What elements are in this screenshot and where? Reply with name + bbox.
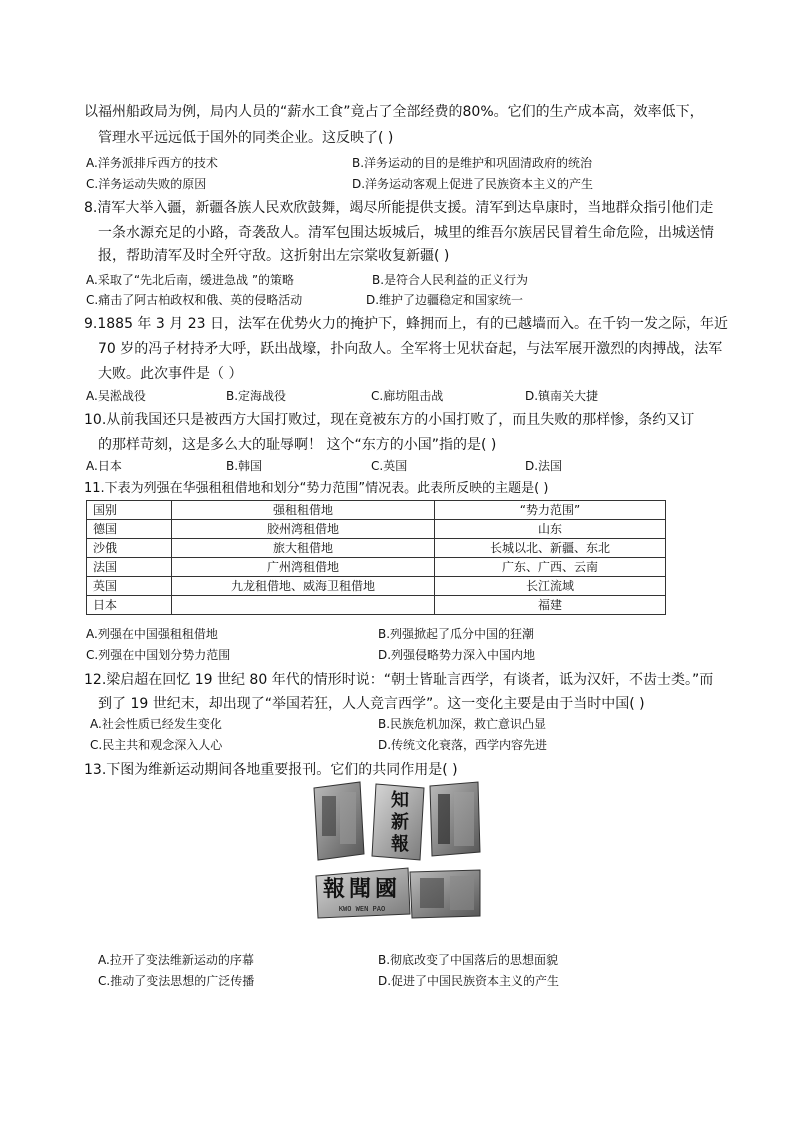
q13-line1: 13.下图为维新运动期间各地重要报刊。它们的共同作用是( )	[84, 762, 458, 778]
table-cell: 福建	[435, 596, 666, 615]
q13-option-d: D.促进了中国民族资本主义的产生	[378, 974, 560, 988]
q8-line3: 报，帮助清军及时全歼守敌。这折射出左宗棠收复新疆( )	[98, 248, 450, 264]
q8-line1: 8.清军大举入疆，新疆各族人民欢欣鼓舞，竭尽所能提供支援。清军到达阜康时，当地群众指引他们走	[84, 200, 714, 216]
table-row	[87, 577, 666, 596]
q8-option-b: B.是符合人民利益的正义行为	[372, 273, 529, 287]
q9-line2: 70 岁的冯子材持矛大呼，跃出战壕，扑向敌人。全军将士见状奋起，与法军展开激烈的肉搏战，法军	[98, 341, 723, 357]
q12-line1: 12.梁启超在回忆 19 世纪 80 年代的情形时说：“朝士皆耻言西学，有谈者，诋为汉奸，不齿士类。”而	[84, 672, 714, 688]
table-cell: 胶州湾租借地	[172, 520, 435, 539]
q8-option-c: C.痛击了阿古柏政权和俄、英的侵略活动	[86, 293, 303, 307]
table-header-cell: “势力范围”	[435, 501, 666, 520]
newspaper-zhixinbao	[372, 784, 424, 860]
table-row	[87, 539, 666, 558]
q11-option-a: A.列强在中国强租租借地	[86, 627, 218, 641]
q8-option-d: D.维护了边疆稳定和国家统一	[366, 293, 524, 307]
q10-option-b: B.韩国	[226, 459, 263, 473]
table-cell: 沙俄	[87, 539, 172, 558]
q9-option-a: A.吴淞战役	[86, 389, 146, 403]
newspaper2-title: 報聞國	[322, 876, 402, 902]
q9-option-d: D.镇南关大捷	[525, 389, 599, 403]
table-cell: 旅大租借地	[172, 539, 435, 558]
newspaper-bottom-right	[410, 870, 480, 918]
q10-option-a: A.日本	[86, 459, 122, 473]
newspaper1-char3: 報	[391, 834, 409, 855]
table-header-cell: 强租租借地	[172, 501, 435, 520]
table-cell: 九龙租借地、威海卫租借地	[172, 577, 435, 596]
table-row	[87, 558, 666, 577]
table-cell: 法国	[87, 558, 172, 577]
q10-option-d: D.法国	[525, 459, 563, 473]
q11-option-c: C.列强在中国划分势力范围	[86, 648, 231, 662]
q12-line2: 到了 19 世纪末，却出现了“举国若狂，人人竞言西学”。这一变化主要是由于当时中国( )	[98, 696, 645, 712]
q13-option-c: C.推动了变法思想的广泛传播	[98, 974, 255, 988]
q7-option-b: B.洋务运动的目的是维护和巩固清政府的统治	[352, 156, 593, 170]
q11-line1: 11.下表为列强在华强租租借地和划分“势力范围”情况表。此表所反映的主题是( )	[84, 481, 549, 496]
q7-line2: 管理水平远远低于国外的同类企业。这反映了( )	[98, 130, 394, 146]
q12-option-d: D.传统文化衰落，西学内容先进	[378, 738, 548, 752]
table-cell: 英国	[87, 577, 172, 596]
table-cell: 山东	[435, 520, 666, 539]
q7-line1: 以福州船政局为例，局内人员的“薪水工食”竟占了全部经费的80%。它们的生产成本高，效率低下，	[84, 104, 704, 120]
table-cell: 日本	[87, 596, 172, 615]
rent-table	[86, 500, 666, 615]
table-cell: 长江流域	[435, 577, 666, 596]
q11-option-d: D.列强侵略势力深入中国内地	[378, 648, 536, 662]
table-row	[87, 520, 666, 539]
newspaper1-char2: 新	[391, 812, 409, 833]
q7-option-c: C.洋务运动失败的原因	[86, 177, 207, 191]
newspapers-photo	[312, 780, 482, 920]
q12-option-c: C.民主共和观念深入人心	[90, 738, 223, 752]
q9-line1: 9.1885 年 3 月 23 日，法军在优势火力的掩护下，蜂拥而上，有的已越墙而入。在千钧一发之际，年近	[84, 316, 728, 332]
q9-line3: 大败。此次事件是（ ）	[98, 366, 243, 382]
newspaper-right	[430, 782, 480, 856]
table-cell: 长城以北、新疆、东北	[435, 539, 666, 558]
q8-option-a: A.采取了“先北后南，缓进急战 ”的策略	[86, 273, 295, 287]
table-header-cell: 国别	[87, 501, 172, 520]
q12-option-a: A.社会性质已经发生变化	[90, 717, 222, 731]
q10-line1: 10.从前我国还只是被西方大国打败过，现在竟被东方的小国打败了，而且失败的那样惨，条约又订	[84, 412, 695, 428]
q10-line2: 的那样苛刻，这是多么大的耻辱啊！ 这个“东方的小国”指的是( )	[98, 437, 497, 453]
table-cell: 广东、广西、云南	[435, 558, 666, 577]
q11-option-b: B.列强掀起了瓜分中国的狂潮	[378, 627, 535, 641]
q8-line2: 一条水源充足的小路，奇袭敌人。清军包围达坂城后，城里的维吾尔族居民冒着生命危险，出城送情	[98, 225, 714, 241]
newspaper-left	[314, 782, 364, 860]
table-header-row	[87, 501, 666, 520]
newspaper2-roman: KWO WEN PAO	[338, 905, 386, 913]
q12-option-b: B.民族危机加深，救亡意识凸显	[378, 717, 547, 731]
table-cell	[172, 596, 435, 615]
table-row	[87, 596, 666, 615]
q9-option-c: C.廊坊阻击战	[371, 389, 444, 403]
q10-option-c: C.英国	[371, 459, 408, 473]
newspaper-guowenbao	[316, 868, 410, 918]
q13-option-a: A.拉开了变法维新运动的序幕	[98, 953, 254, 967]
table-cell: 德国	[87, 520, 172, 539]
table-cell: 广州湾租借地	[172, 558, 435, 577]
q7-option-a: A.洋务派排斥西方的技术	[86, 156, 218, 170]
q9-option-b: B.定海战役	[226, 389, 287, 403]
newspaper1-char1: 知	[391, 790, 409, 811]
q7-option-d: D.洋务运动客观上促进了民族资本主义的产生	[352, 177, 594, 191]
q13-option-b: B.彻底改变了中国落后的思想面貌	[378, 953, 559, 967]
